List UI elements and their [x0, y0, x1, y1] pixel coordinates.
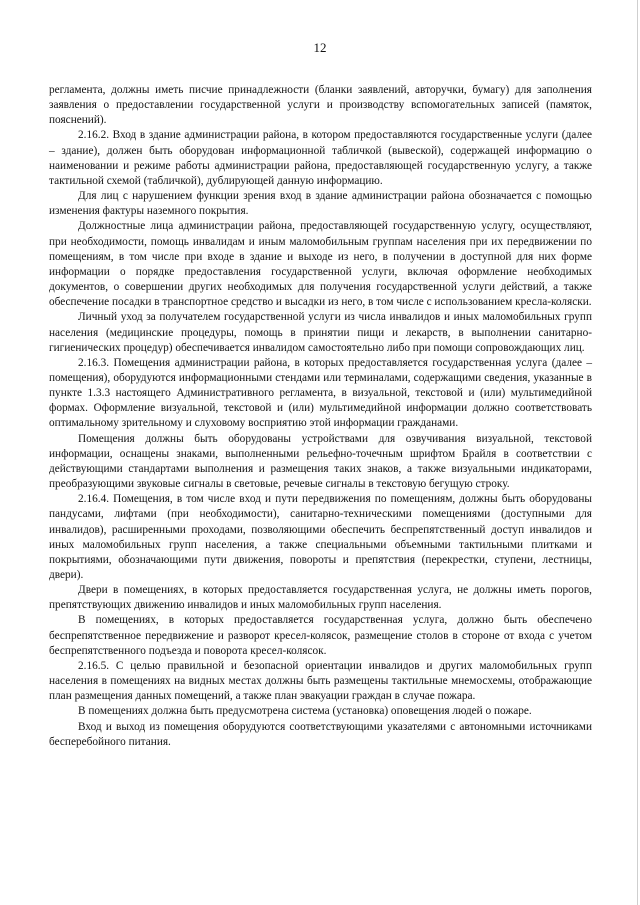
- scan-edge-line: [637, 0, 638, 905]
- page-body: [49, 83, 592, 750]
- paragraph-officials-assistance: Должностные лица администрации района, предоставляющей государственную услугу, осуществляют, при необходимости, помощь инвалидам и иным маломобильным группам населения при их передвижении по помещениям, в том числе при входе в здание и выходе из него, в получении в доступной для них форме информации о порядке предоставления государственной услуги, включая оформление необходимых документов, о совершении других необходимых для получения государственной услуги действий, а также обеспечение посадки в транспортное средство и высадки из него, в том числе с использованием кресла-коляски.: [49, 220, 592, 309]
- paragraph-wheelchair-movement: В помещениях, в которых предоставляется государственная услуга, должно быть обеспечено беспрепятственное передвижение и разворот кресел-колясок, размещение столов в стороне от входа с учетом беспрепятственного подъезда и поворота кресел-колясок.: [49, 614, 592, 657]
- paragraph-vision-impaired-entrance: Для лиц с нарушением функции зрения вход в здание администрации района обозначается с помощью изменения фактуры наземного покрытия.: [49, 190, 592, 218]
- paragraph-exit-signs: Вход и выход из помещения оборудуются соответствующими указателями с автономными источниками бесперебойного питания.: [49, 720, 592, 748]
- paragraph-2-16-3: 2.16.3. Помещения администрации района, в которых предоставляется государственная услуга (далее – помещения), оборудуются информационными стендами или терминалами, содержащими сведения, указанные в пункте 1.3.3 настоящего Административного регламента, в визуальной, текстовой и (или) мультимедийной формах. Оформление визуальной, текстовой и (или) мультимедийной информации должно соответствовать оптимальному зрительному и слуховому восприятию этой информации гражданами.: [49, 356, 592, 430]
- page-number: 12: [313, 40, 327, 55]
- paragraph-audio-braille-equipment: Помещения должны быть оборудованы устройствами для озвучивания визуальной, текстовой информации, оснащены знаками, выполненными рельефно-точечным шрифтом Брайля в соответствии с действующими стандартами выполнения и размещения таких знаков, а также визуальными индикаторами, преобразующими звуковые сигналы в световые, речевые сигналы в текстовую бегущую строку.: [49, 432, 592, 491]
- paragraph-2-16-2: 2.16.2. Вход в здание администрации района, в котором предоставляются государственные услуги (далее – здание), должен быть оборудован информационной табличкой (вывеской), содержащей информацию о наименовании и режиме работы администрации района, предоставляющей государственную услугу, а также тактильной схемой (табличкой), дублирующей данную информацию.: [49, 129, 592, 187]
- paragraph-continuation: регламента, должны иметь писчие принадлежности (бланки заявлений, авторучки, бумагу) для заполнения заявления о предоставлении государственной услуги и производству вспомогательных записей (памяток, пояснений).: [49, 84, 592, 127]
- paragraph-doors-without-thresholds: Двери в помещениях, в которых предоставляется государственная услуга, не должны иметь порогов, препятствующих движению инвалидов и иных маломобильных групп населения.: [49, 584, 592, 612]
- paragraph-2-16-5: 2.16.5. С целью правильной и безопасной ориентации инвалидов и других маломобильных групп населения в помещениях на видных местах должны быть размещены тактильные мнемосхемы, отображающие план размещения данных помещений, а также план эвакуации граждан в случае пожара.: [49, 659, 592, 703]
- paragraph-fire-alarm-system: В помещениях должна быть предусмотрена система (установка) оповещения людей о пожаре.: [78, 705, 532, 718]
- paragraph-personal-care: Личный уход за получателем государственной услуги из числа инвалидов и иных маломобильных групп населения (медицинские процедуры, помощь в принятии пищи и лекарств, в выполнении санитарно-гигиенических процедур) обеспечивается инвалидом самостоятельно либо при помощи сопровождающих лиц.: [49, 311, 592, 354]
- paragraph-2-16-4: 2.16.4. Помещения, в том числе вход и пути передвижения по помещениям, должны быть оборудованы пандусами, лифтами (при необходимости), санитарно-техническими помещениями (доступными для инвалидов), расширенными проходами, позволяющими обеспечить беспрепятственный доступ инвалидов и иных маломобильных групп населения, а также специальными объемными тактильными плитками и покрытиями, обозначающими пути движения, повороты и препятствия (перекрестки, ступени, лестницы, двери).: [49, 493, 592, 581]
